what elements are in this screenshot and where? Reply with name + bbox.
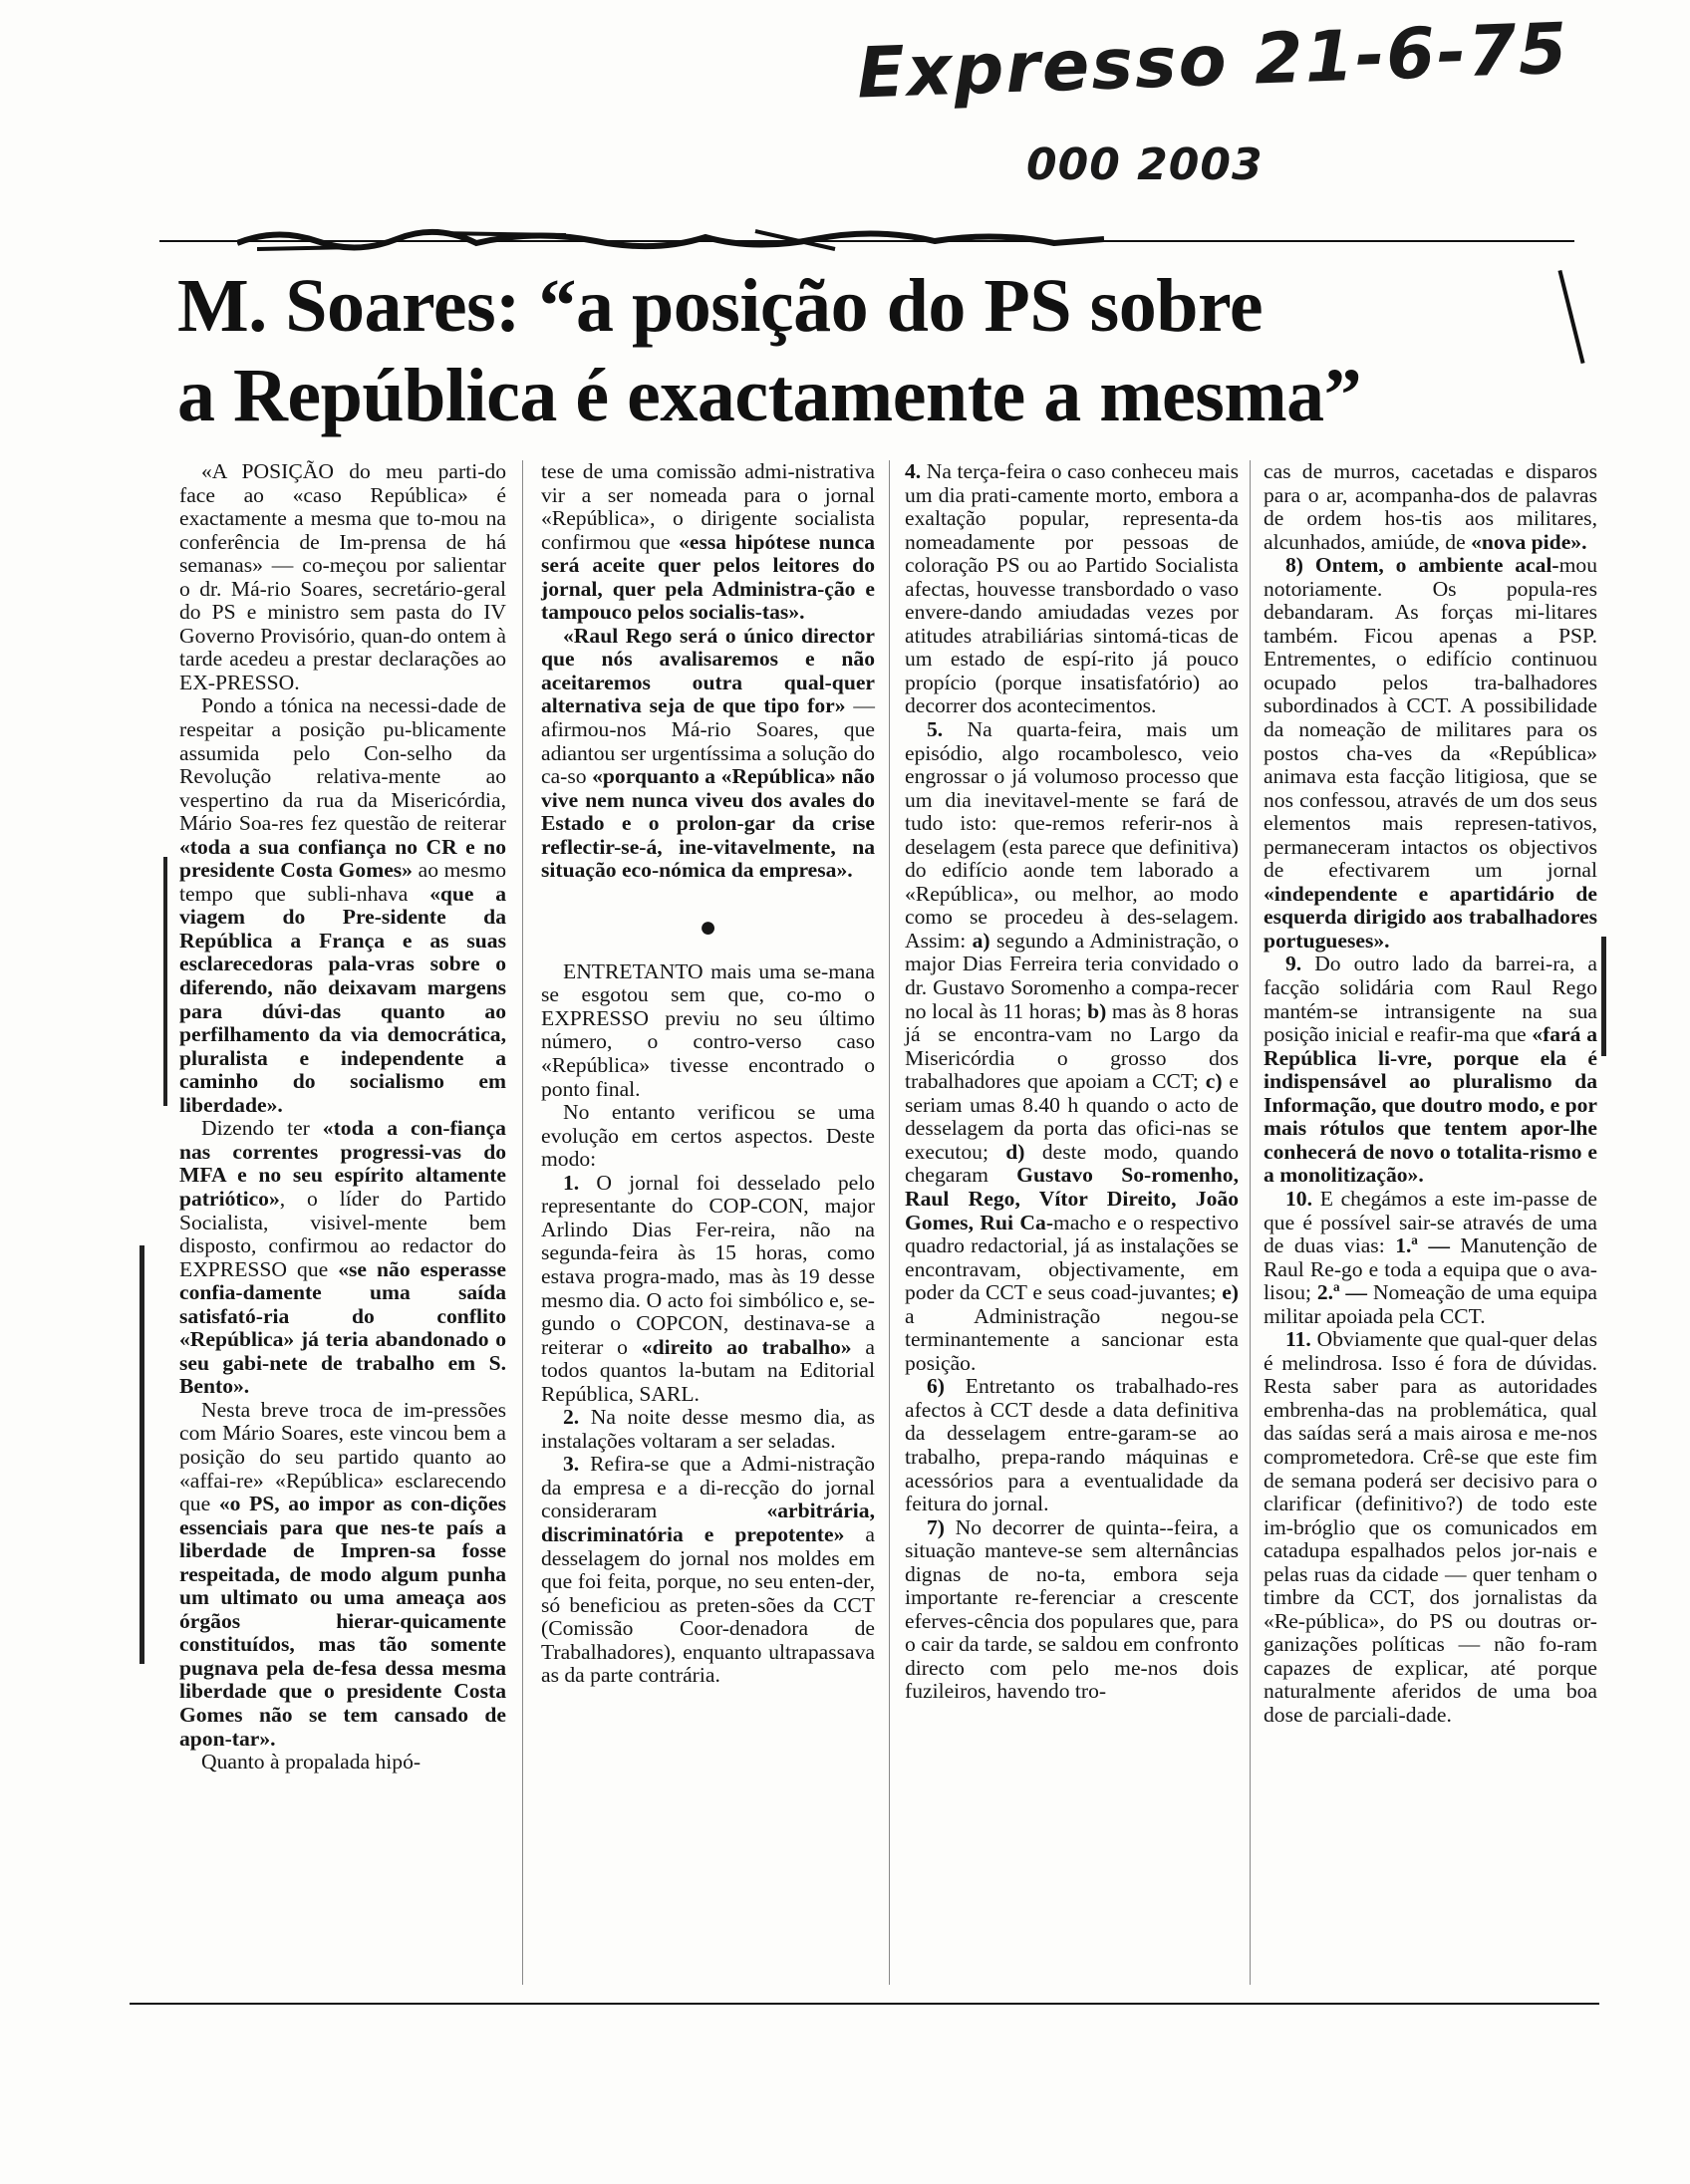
emphasis-quote: «que a viagem do Pre-sidente da República a França e as suas esclarecedoras pala-vras sobre o diferendo, não deixavam margens para dúvi-das quanto ao perfilhamento da via democrática, pluralista e independente a caminho do socialismo em liberdade». [179,881,506,1117]
margin-bar-right [1601,937,1606,1056]
emphasis-quote: 9. [1285,952,1302,976]
emphasis-quote: c) [1205,1069,1223,1094]
section-separator-bullet: ● [699,910,717,944]
article-paragraph: 11. Obviamente que qual-quer delas é melindrosa. Isso é fora de dúvidas. Resta saber para as autoridades embrenha-das na problemática, qual das saídas será a mais airosa e me-nos comprometedora. Crê-se que este fim de semana poderá ser decisivo para o clarificar (definitivo?) de todo este im-bróglio que os comunicados em catadupa espalhados pelos jor-nais e pelas ruas da cidade — quer tenham o timbre da CCT, dos jornalistas da «Re-pública», do PS ou doutras or-ganizações políticas — não fo-ram capazes de explicar, até porque naturalmente aferidos de uma boa dose de parciali-dade. [1264,1327,1597,1727]
headline-line-1: M. Soares: “a posição do PS sobre [177,264,1264,348]
emphasis-quote: 7) [927,1514,945,1539]
emphasis-quote: «nova pide». [1471,529,1587,554]
article-paragraph: Pondo a tónica na necessi-dade de respeitar a posição pu-blicamente assumida pelo Con-selho da Revolução relativa-mente ao vespertino da rua da Misericórdia, Mário Soa-res fez questão de reiterar «toda a sua confiança no CR e no presidente Costa Gomes» ao mesmo tempo que subli-nhava «que a viagem do Pre-sidente da República a França e as suas esclarecedoras pala-vras sobre o diferendo, não deixavam margens para dúvi-das quanto ao perfilhamento da via democrática, pluralista e independente a caminho do socialismo em liberdade». [179,693,507,1117]
emphasis-quote: 4. [905,459,922,483]
column-rule-1 [522,460,523,1985]
column-3 [905,460,1239,1704]
emphasis-quote: e) [1222,1280,1239,1305]
emphasis-quote: «fará a República li-vre, porque ela é indispensável ao pluralismo da Informação, que doutro modo, e por mais rótulos que tentem apor-lhe conhecerá de novo o totalita-rismo e a monolitização». [1264,1022,1597,1188]
emphasis-quote: 8) Ontem, o ambiente acal- [1285,553,1559,578]
margin-slash [1557,270,1584,364]
emphasis-quote: «essa hipótese nunca será aceite quer pelos leitores do jornal, quer pela Administra-ção e tampouco pelos socialis-tas». [541,529,875,625]
article-paragraph: 9. Do outro lado da barrei-ra, a facção solidária com Raul Rego mantém-se intransigente na sua posição inicial e reafir-ma que «fará a República li-vre, porque ela é indispensável ao pluralismo da Informação, que doutro modo, e por mais rótulos que tentem apor-lhe conhecerá de novo o totalita-rismo e a monolitização». [1264,952,1597,1188]
emphasis-quote: «o PS, ao impor as con-dições essenciais para que nes-te país a liberdade de Impren-sa fosse respeitada, de modo algum punha um ultimato ou uma ameaça aos órgãos hierar-quicamente constituídos, mas tão somente pugnava pela de-fesa dessa mesma liberdade que o presidente Costa Gomes não se tem cansado de apon-tar». [179,1492,506,1751]
emphasis-quote: 3. [563,1452,580,1477]
article-paragraph: Quanto à propalada hipó- [201,1750,422,1774]
article-paragraph: «Raul Rego será o único director que nós avalisaremos e não aceitaremos outra qual-quer alternativa seja de que tipo for» — afirmou-nos Má-rio Soares, que adiantou ser urgentíssima a solução do ca-so «porquanto a «República» não vive nem nunca viveu dos avales do Estado e o prolon-gar da crise reflectir-se-á, ine-vitavelmente, na situação eco-nómica da empresa». [541,623,875,883]
article-paragraph: 8) Ontem, o ambiente acal-mou notoriamente. Os popula-res debandaram. As forças mi-litares também. Ficou apenas a PSP. Entrementes, o edifício continuou ocupado pelos tra-balhadores subordinados à CCT. A possibilidade da nomeação de militares para os postos cha-ves da «República» animava esta facção litigiosa, que se nos confessou, através de um dos seus elementos mais represen-tativos, permaneceram intactos os objectivos de efectivarem um jornal «independente e apartidário de esquerda dirigido aos trabalhadores portugueses». [1264,553,1597,953]
margin-bar-left-lower [140,1245,144,1664]
emphasis-quote: 6) [927,1374,945,1399]
emphasis-quote: b) [1087,998,1107,1023]
emphasis-quote: «arbitrária, discriminatória e prepotente» [541,1499,875,1546]
emphasis-quote: 2. [563,1405,580,1430]
article-paragraph: 6) Entretanto os trabalhado-res afectos à CCT desde a data definitiva da desselagem entre-garam-se ao trabalho, prepa-rando máquinas e acessórios para a eventualidade da feitura do jornal. [905,1374,1239,1516]
article-paragraph: 10. E chegámos a este im-passe de que é possível sair-se através de uma de duas vias: 1.ª — Manutenção de Raul Re-go e toda a equipa que o ava-lisou; 2.ª — Nomeação de uma equipa militar apoiada pela CCT. [1264,1186,1597,1328]
article-paragraph: Dizendo ter «toda a con-fiança nas correntes progressi-vas do MFA e no seu espírito altamente patriótico», o líder do Partido Socialista, visivel-mente bem disposto, confirmou ao redactor do EXPRESSO que «se não esperasse confia-damente uma saída satisfató-ria do conflito «República» já teria abandonado o seu gabi-nete de trabalho em S. Bento». [179,1116,506,1399]
article-paragraph: ENTRETANTO mais uma se-mana se esgotou sem que, co-mo o EXPRESSO previu no seu último número, o contro-verso caso «República» tivesse encontrado o ponto final. [541,958,875,1101]
emphasis-quote: Gustavo So-romenho, Raul Rego, Vítor Direito, João Gomes, Rui Ca- [905,1163,1239,1234]
emphasis-quote: a) [972,928,990,953]
margin-bar-left [163,857,167,1106]
emphasis-quote: «toda a con-fiança nas correntes progressi-vas do MFA e no seu espírito altamente patriótico» [179,1116,506,1211]
emphasis-quote: 2.ª — [1316,1280,1368,1305]
article-paragraph: 3. Refira-se que a Admi-nistração da empresa e a di-recção do jornal consideraram «arbitrária, discriminatória e prepotente» a desselagem do jornal nos moldes em que foi feita, porque, no seu enten-der, só beneficiou as preten-sões da CCT (Comissão Coor-denadora de Trabalhadores), enquanto ultrapassava as da parte contrária. [541,1452,876,1688]
article-paragraph: 2. Na noite desse mesmo dia, as instalações voltaram a ser seladas. [541,1405,875,1453]
emphasis-quote: 5. [927,717,944,742]
column-1 [179,460,506,1774]
emphasis-quote: «Raul Rego será o único director que nós avalisaremos e não aceitaremos outra qual-quer alternativa seja de que tipo for» [541,623,875,718]
handwritten-date-annotation: Expresso 21-6-75 [855,7,1570,115]
article-paragraph: tese de uma comissão admi-nistrativa vir a ser nomeada para o jornal «República», o dirigente socialista confirmou que «essa hipótese nunca será aceite quer pelos leitores do jornal, quer pela Administra-ção e tampouco pelos socialis-tas». [541,459,875,625]
emphasis-quote: 10. [1285,1186,1312,1211]
article-paragraph: Nesta breve troca de im-pressões com Mário Soares, este vincou bem a posição do seu partido quanto ao «affai-re» «República» esclarecendo que «o PS, ao impor as con-dições essenciais para que nes-te país a liberdade de Impren-sa fosse respeitada, de modo algum punha um ultimato ou uma ameaça aos órgãos hierar-quicamente constituídos, mas tão somente pugnava pela de-fesa dessa mesma liberdade que o presidente Costa Gomes não se tem cansado de apon-tar». [179,1397,506,1751]
strikethrough-scribble [237,223,1104,257]
emphasis-quote: «se não esperasse confia-damente uma saída satisfató-ria do conflito «República» já teria abandonado o seu gabi-nete de trabalho em S. Bento». [179,1256,506,1399]
article-paragraph: 1. O jornal foi desselado pelo representante do COP-CON, major Arlindo Dias Fer-reira, não na segunda-feira às 15 horas, como estava progra-mado, mas às 19 desse mesmo dia. O acto foi simbólico e, se-gundo o COPCON, destinava-se a reiterar o «direito ao trabalho» a todos quantos la-butam na Editorial República, SARL. [541,1170,876,1406]
emphasis-quote: 1.ª — [1395,1233,1450,1258]
column-2 [541,460,875,1688]
article-paragraph: 7) No decorrer de quinta--feira, a situação manteve-se sem alternâncias dignas de no-ta, embora seja importante re-ferenciar a crescente eferves-cência dos populares que, para o cair da tarde, se saldou em confronto directo com pelo me-nos dois fuzileiros, havendo tro- [905,1514,1239,1704]
bottom-rule [130,2003,1599,2005]
emphasis-quote: 1. [563,1170,580,1195]
emphasis-quote: «direito ao trabalho» [641,1334,852,1359]
emphasis-quote: d) [1005,1139,1025,1164]
column-4 [1264,460,1597,1728]
headline-line-2: a República é exactamente a mesma” [177,354,1362,437]
article-paragraph: 5. Na quarta-feira, mais um episódio, algo rocambolesco, veio engrossar o já volumoso processo que um dia inevitavel-mente se fará de tudo isto: que-remos referir-nos à deselagem (esta parece que definitiva) do edifício aonde tem laborado a «República», ou melhor, ao modo como se procedeu à des-selagem. Assim: a) segundo a Administração, o major Dias Ferreira teria convidado o dr. Gustavo Soromenho a compa-recer no local às 11 horas; b) mas às 8 horas já se encontra-vam no Largo da Misericórdia o grosso dos trabalhadores que apoiam a CCT; c) e seriam umas 8.40 h quando o acto de desselagem da porta das ofici-nas se executou; d) deste modo, quando chegaram Gustavo So-romenho, Raul Rego, Vítor Direito, João Gomes, Rui Ca-macho e o respectivo quadro redactorial, já as instalações se encontravam, objectivamente, em poder da CCT e seus coad-juvantes; e) a Administração negou-se terminantemente a sancionar esta posição. [905,717,1240,1375]
column-rule-2 [889,460,890,1985]
article-paragraph: No entanto verificou se uma evolução em certos aspectos. Deste modo: [541,1100,875,1172]
handwritten-document-number: 000 2003 [1026,139,1264,190]
article-paragraph: «A POSIÇÃO do meu parti-do face ao «caso República» é exactamente a mesma que to-mou na conferência de Im-prensa de há semanas» — co-meçou por salientar o dr. Má-rio Soares, secretário-geral do PS e ministro sem pasta do IV Governo Provisório, quan-do ontem à tarde acedeu a prestar declarações ao EX-PRESSO. [179,459,506,694]
emphasis-quote: «independente e apartidário de esquerda dirigido aos trabalhadores portugueses». [1264,881,1597,953]
column-rule-3 [1250,460,1251,1985]
article-paragraph: 4. Na terça-feira o caso conheceu mais um dia prati-camente morto, embora a exaltação popular, representa-da nomeadamente por pessoas de coloração PS ou ao Partido Socialista afectas, houvesse transbordado o vaso envere-dando amiudadas vezes por atitudes atrabiliárias sintomá-ticas de um estado de espí-rito já pouco propício (porque insatisfatório) ao decorrer dos acontecimentos. [905,459,1239,718]
emphasis-quote: «porquanto a «República» não vive nem nunca viveu dos avales do Estado e o prolon-gar da crise reflectir-se-á, ine-vitavelmente, na situação eco-nómica da empresa». [541,764,875,883]
article-paragraph: cas de murros, cacetadas e disparos para o ar, acompanha-dos de palavras de ordem hos-tis aos militares, alcunhados, amiúde, de «nova pide». [1264,459,1597,554]
emphasis-quote: «toda a sua confiança no CR e no presidente Costa Gomes» [179,834,506,883]
headline [177,261,1533,440]
emphasis-quote: 11. [1285,1327,1311,1352]
